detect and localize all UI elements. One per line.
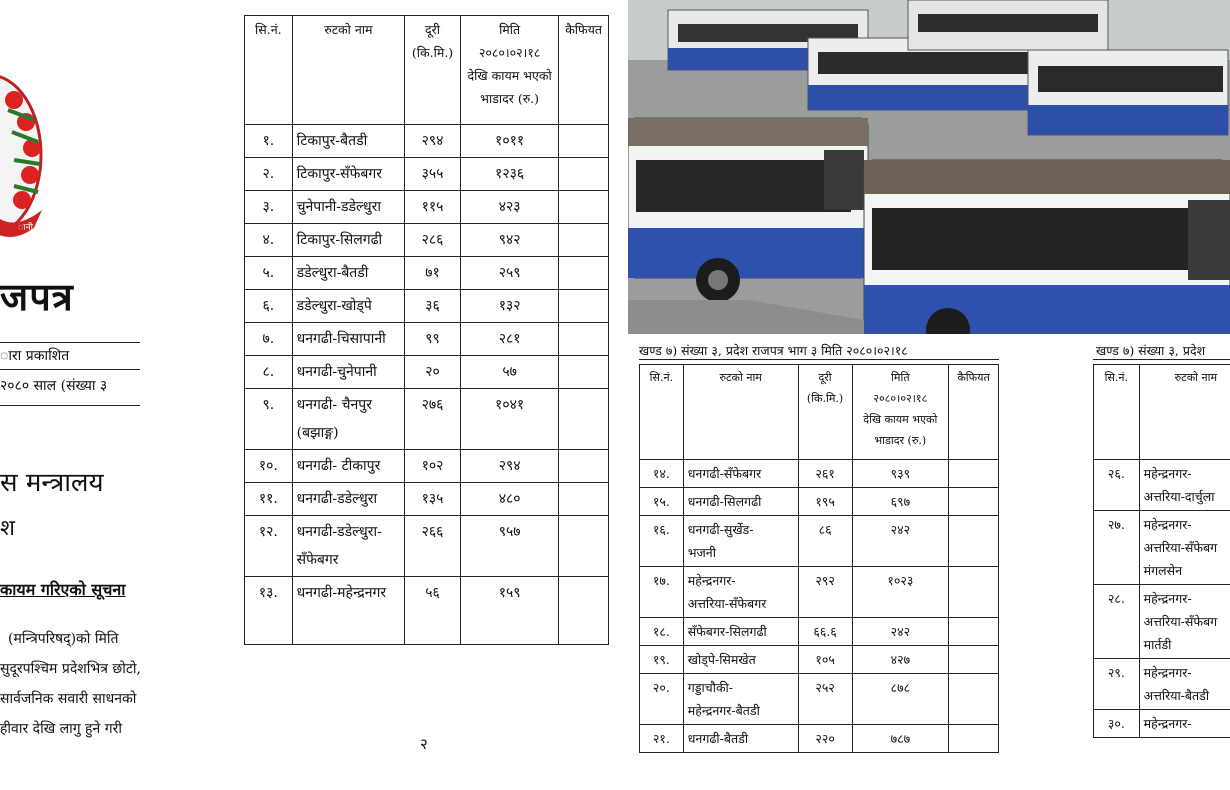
route-line: टिकापुर-सिलगढी <box>296 232 383 248</box>
table-row <box>245 257 609 290</box>
cell-distance: ११५ <box>405 191 461 224</box>
route-line: महेन्द्रनगर- <box>687 573 736 588</box>
route-line: मंगलसेन <box>1143 563 1183 578</box>
table-row <box>640 460 999 488</box>
cell-sn: १७. <box>640 567 684 618</box>
cell-route <box>292 224 405 257</box>
notice-heading: कायम गरिएको सूचना <box>0 580 126 599</box>
route-line: धनगढी-सँफेबगर <box>687 466 762 481</box>
cell-route <box>292 389 405 450</box>
cell-route <box>292 158 405 191</box>
divider <box>0 342 140 343</box>
table-row <box>1094 710 1230 738</box>
cell-sn: ५. <box>245 257 293 290</box>
route-line: गड्डाचौकी- <box>687 680 734 695</box>
body-line: (मन्त्रिपरिषद्)को मिति <box>8 631 119 647</box>
route-line: अत्तरिया-सँफेबगर <box>687 596 767 611</box>
cell-distance: २० <box>405 356 461 389</box>
header-remarks: कैफियत <box>559 16 609 125</box>
cell-fare: २८१ <box>460 323 558 356</box>
page-header-strip: खण्ड ७) संख्या ३, प्रदेश राजपत्र भाग ३ मिति २०८०।०२।१८ <box>639 343 908 358</box>
table-row <box>245 516 609 577</box>
cell-route <box>292 577 405 645</box>
cell-sn: २. <box>245 158 293 191</box>
cell-sn: ३०. <box>1094 710 1140 738</box>
route-line: अत्तरिया-दार्चुला <box>1143 489 1215 504</box>
route-line: धनगढी-डडेल्धुरा- <box>296 524 382 540</box>
cell-route <box>292 191 405 224</box>
ministry-name: स मन्त्रालय <box>0 468 104 498</box>
cell-remarks <box>559 577 609 645</box>
cell-sn: ८. <box>245 356 293 389</box>
table-row <box>1094 659 1230 710</box>
route-line: धनगढी-चुनेपानी <box>296 364 377 380</box>
cell-fare: ६९७ <box>852 488 949 516</box>
cell-remarks <box>559 224 609 257</box>
cell-route <box>683 460 798 488</box>
front-bus-left <box>628 118 868 302</box>
table-header-row <box>1094 365 1230 460</box>
cell-fare: १०२३ <box>852 567 949 618</box>
cell-remarks <box>949 646 999 674</box>
cell-remarks <box>559 450 609 483</box>
route-line: धनगढी-चिसापानी <box>296 331 386 347</box>
route-line: अत्तरिया-सँफेबग <box>1143 540 1218 555</box>
cell-fare: ४२७ <box>852 646 949 674</box>
fare-table-page-3 <box>639 364 999 753</box>
cell-fare: १०४१ <box>460 389 558 450</box>
cell-sn: ३. <box>245 191 293 224</box>
cell-route <box>1139 511 1230 585</box>
cell-route <box>683 567 798 618</box>
cell-sn: १०. <box>245 450 293 483</box>
cell-sn: २७. <box>1094 511 1140 585</box>
table-row <box>1094 460 1230 511</box>
route-line: धनगढी- चैनपुर <box>296 397 372 413</box>
cell-route <box>683 488 798 516</box>
cell-route <box>292 450 405 483</box>
divider <box>639 359 999 360</box>
cell-route <box>683 618 798 646</box>
cell-sn: २६. <box>1094 460 1140 511</box>
table-row <box>640 674 999 725</box>
body-line: हीवार देखि लागु हुने गरी <box>0 721 122 737</box>
table-row <box>640 516 999 567</box>
cell-remarks <box>559 389 609 450</box>
cell-fare: ८७८ <box>852 674 949 725</box>
cell-remarks <box>559 516 609 577</box>
route-line: महेन्द्रनगर- <box>1143 466 1192 481</box>
cell-remarks <box>949 516 999 567</box>
issue-line: २०८० साल (संख्या ३ <box>0 378 108 394</box>
cell-remarks <box>559 290 609 323</box>
cell-distance: २७६ <box>405 389 461 450</box>
bus-parking-photo <box>628 0 1230 334</box>
table-row <box>245 389 609 450</box>
route-line: धनगढी-सुर्खेड- <box>687 522 754 537</box>
background-bus <box>1028 50 1228 135</box>
cell-fare: १३२ <box>460 290 558 323</box>
body-line: सुदूरपश्चिम प्रदेशभित्र छोटो, <box>0 661 142 677</box>
header-route: रुटको नाम <box>292 16 405 125</box>
cell-distance: २६१ <box>798 460 852 488</box>
cell-sn: १५. <box>640 488 684 516</box>
cell-sn: १६. <box>640 516 684 567</box>
cell-remarks <box>949 488 999 516</box>
divider <box>0 369 140 370</box>
table-row <box>245 191 609 224</box>
route-line: अत्तरिया-सँफेबग <box>1143 614 1218 629</box>
divider <box>0 405 140 406</box>
gazette-cover-page <box>0 0 232 790</box>
header-sn: सि.नं. <box>1094 365 1140 460</box>
cell-route <box>292 516 405 577</box>
cell-route <box>292 125 405 158</box>
route-line: धनगढी-सिलगढी <box>687 494 762 509</box>
table-row <box>245 450 609 483</box>
route-line: महेन्द्रनगर- <box>1143 665 1192 680</box>
cell-sn: २९. <box>1094 659 1140 710</box>
cell-distance: ९९ <box>405 323 461 356</box>
table-row <box>245 158 609 191</box>
route-line: धनगढी-डडेल्धुरा <box>296 491 378 507</box>
cell-distance: ७१ <box>405 257 461 290</box>
cell-distance: २८६ <box>405 224 461 257</box>
gazette-title: जपत्र <box>0 274 74 319</box>
cell-distance: १०५ <box>798 646 852 674</box>
cell-remarks <box>559 125 609 158</box>
header-sn: सि.नं. <box>245 16 293 125</box>
cell-remarks <box>559 483 609 516</box>
route-line: टिकापुर-बैतडी <box>296 133 368 149</box>
cell-remarks <box>949 460 999 488</box>
cell-distance: १३५ <box>405 483 461 516</box>
cell-sn: २८. <box>1094 585 1140 659</box>
cell-remarks <box>559 257 609 290</box>
route-line: महेन्द्रनगर- <box>1143 716 1192 731</box>
ministry-subtitle: श <box>0 516 15 541</box>
table-row <box>640 646 999 674</box>
cell-sn: १. <box>245 125 293 158</box>
cell-route <box>1139 585 1230 659</box>
nepal-emblem-icon <box>0 60 48 250</box>
cell-sn: २१. <box>640 725 684 753</box>
header-route: रुटको नाम <box>683 365 798 460</box>
cell-route <box>1139 659 1230 710</box>
route-line: खोड्पे-सिमखेत <box>687 652 756 667</box>
cell-distance: २५२ <box>798 674 852 725</box>
cell-distance: २६६ <box>405 516 461 577</box>
cell-remarks <box>559 158 609 191</box>
header-remarks: कैफियत <box>949 365 999 460</box>
cell-route <box>292 356 405 389</box>
cell-remarks <box>949 618 999 646</box>
table-header-row <box>640 365 999 460</box>
table-row <box>245 483 609 516</box>
cell-fare: ५७ <box>460 356 558 389</box>
table-row <box>245 356 609 389</box>
cell-sn: १८. <box>640 618 684 646</box>
cell-route <box>292 257 405 290</box>
cell-sn: १४. <box>640 460 684 488</box>
route-line: चुनेपानी-डडेल्धुरा <box>296 199 381 215</box>
cell-sn: २०. <box>640 674 684 725</box>
cell-sn: १३. <box>245 577 293 645</box>
route-line: धनगढी-बैतडी <box>687 731 749 746</box>
cell-fare: ९३९ <box>852 460 949 488</box>
cell-route <box>683 516 798 567</box>
cell-sn: १९. <box>640 646 684 674</box>
cell-sn: ११. <box>245 483 293 516</box>
cell-distance: ८६ <box>798 516 852 567</box>
cell-fare: १०११ <box>460 125 558 158</box>
cell-distance: ३५५ <box>405 158 461 191</box>
table-row <box>245 323 609 356</box>
body-line: सार्वजनिक सवारी साधनको <box>0 691 137 707</box>
table-row <box>245 125 609 158</box>
cell-fare: ९४२ <box>460 224 558 257</box>
route-line: महेन्द्रनगर- <box>1143 591 1192 606</box>
route-line: धनगढी- टीकापुर <box>296 458 381 474</box>
cell-distance: ३६ <box>405 290 461 323</box>
cell-distance: २२० <box>798 725 852 753</box>
table-header-row <box>245 16 609 125</box>
route-line: डडेल्धुरा-खोड्पे <box>296 298 372 314</box>
fare-table-page-4 <box>1093 364 1230 738</box>
route-line: सँफेबगर-सिलगढी <box>687 624 767 639</box>
cell-fare: ४२३ <box>460 191 558 224</box>
cell-sn: ६. <box>245 290 293 323</box>
header-distance: दूरी (कि.मि.) <box>798 365 852 460</box>
header-route: रुटको नाम <box>1139 365 1230 460</box>
table-row <box>245 224 609 257</box>
route-line: अत्तरिया-बैतडी <box>1143 688 1210 703</box>
cell-fare: १२३६ <box>460 158 558 191</box>
divider <box>1093 359 1230 360</box>
header-sn: सि.नं. <box>640 365 684 460</box>
table-row <box>245 577 609 645</box>
cell-distance: २९४ <box>405 125 461 158</box>
route-line: भजनी <box>687 545 716 560</box>
route-line: डडेल्धुरा-बैतडी <box>296 265 369 281</box>
cell-distance: ५६ <box>405 577 461 645</box>
cell-fare: २४२ <box>852 516 949 567</box>
cell-sn: ४. <box>245 224 293 257</box>
cell-distance: १०२ <box>405 450 461 483</box>
route-line: मार्तडी <box>1143 637 1172 652</box>
cell-remarks <box>949 725 999 753</box>
cell-fare: २४२ <box>852 618 949 646</box>
fare-table-page-2 <box>244 15 609 645</box>
cell-fare: ४८० <box>460 483 558 516</box>
cell-route <box>683 646 798 674</box>
published-by: ारा प्रकाशित <box>0 348 70 364</box>
header-fare: मिति २०८०।०२।१८ देखि कायम भएको भाडादर (रु.) <box>852 365 949 460</box>
cell-sn: ७. <box>245 323 293 356</box>
table-row <box>640 567 999 618</box>
table-row <box>245 290 609 323</box>
cell-fare: २९४ <box>460 450 558 483</box>
header-distance: दूरी (कि.मि.) <box>405 16 461 125</box>
cell-remarks <box>949 567 999 618</box>
page-header-strip: खण्ड ७) संख्या ३, प्रदेश <box>1096 343 1206 358</box>
cell-remarks <box>559 191 609 224</box>
cell-fare: २५९ <box>460 257 558 290</box>
header-fare: मिति २०८०।०२।१८ देखि कायम भएको भाडादर (रु.) <box>460 16 558 125</box>
route-line: धनगढी-महेन्द्रनगर <box>296 585 387 601</box>
route-line: टिकापुर-सँफेबगर <box>296 166 382 182</box>
cell-fare: ७८७ <box>852 725 949 753</box>
page-number: २ <box>420 735 428 753</box>
table-row <box>640 488 999 516</box>
route-line: महेन्द्रनगर-बैतडी <box>687 703 760 718</box>
route-line: सँफेबगर <box>296 552 339 568</box>
table-row <box>640 725 999 753</box>
cell-route <box>292 290 405 323</box>
table-row <box>640 618 999 646</box>
cell-route <box>1139 710 1230 738</box>
table-row <box>1094 511 1230 585</box>
front-bus-right <box>864 160 1230 334</box>
cell-remarks <box>949 674 999 725</box>
emblem-label: ानी <box>18 223 34 233</box>
route-line: महेन्द्रनगर- <box>1143 517 1192 532</box>
cell-remarks <box>559 323 609 356</box>
background-bus <box>908 0 1108 50</box>
cell-distance: ६६.६ <box>798 618 852 646</box>
cell-fare: १५९ <box>460 577 558 645</box>
cell-fare: ९५७ <box>460 516 558 577</box>
cell-remarks <box>559 356 609 389</box>
table-row <box>1094 585 1230 659</box>
route-line: (बझाङ्ग) <box>296 425 339 441</box>
cell-route <box>683 725 798 753</box>
cell-distance: २९२ <box>798 567 852 618</box>
cell-sn: ९. <box>245 389 293 450</box>
cell-route <box>292 483 405 516</box>
cell-route <box>683 674 798 725</box>
cell-sn: १२. <box>245 516 293 577</box>
cell-route <box>292 323 405 356</box>
cell-distance: १९५ <box>798 488 852 516</box>
cell-route <box>1139 460 1230 511</box>
